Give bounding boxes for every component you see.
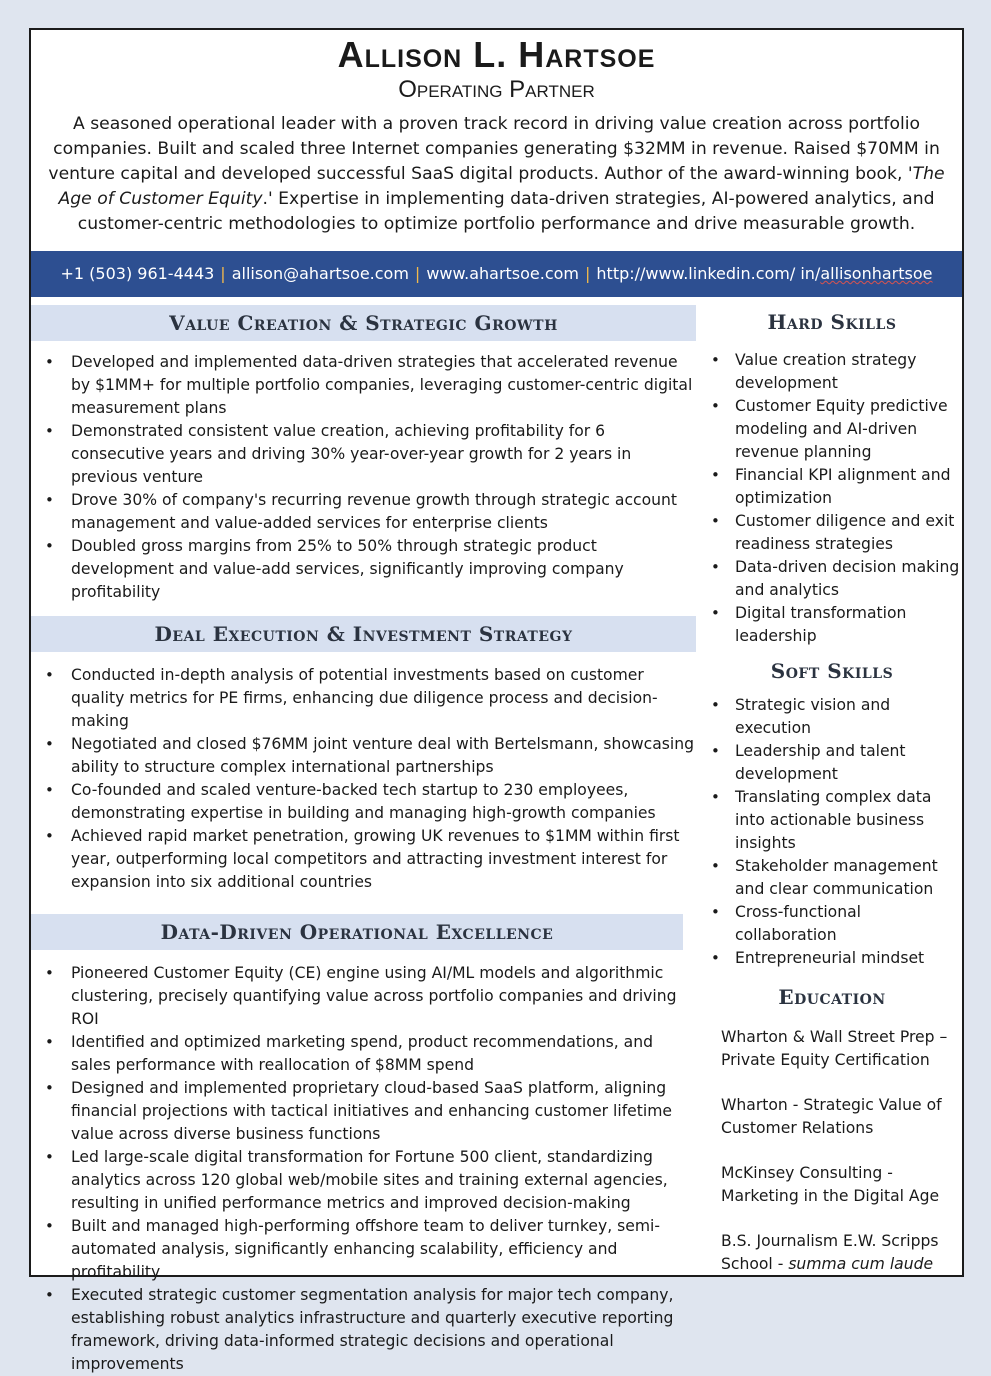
- list-item: • Conducted in-depth analysis of potential investments based on customer quality metrics for PE firms, enhancing due diligence process and decision-making: [31, 664, 696, 733]
- list-item: • Pioneered Customer Equity (CE) engine using AI/ML models and algorithmic clustering, precisely quantifying value across portfolio companies and driving ROI: [31, 962, 696, 1031]
- soft-skills-list: [701, 694, 963, 970]
- education-item: Wharton & Wall Street Prep – Private Equity Certification: [721, 1028, 948, 1069]
- list-item: • Developed and implemented data-driven strategies that accelerated revenue by $1MM+ for multiple portfolio companies, leveraging customer-centric digital measurement plans: [31, 351, 696, 420]
- list-item: • Drove 30% of company's recurring revenue growth through strategic account management and value-added services for enterprise clients: [31, 489, 696, 535]
- resume-page: [29, 28, 964, 1373]
- phone-number: +1 (503) 961-4443: [60, 264, 215, 283]
- honor-text: summa cum laude: [788, 1255, 934, 1273]
- soft-skills-heading: Soft Skills: [770, 659, 894, 683]
- education-item: McKinsey Consulting - Marketing in the Digital Age: [721, 1164, 940, 1205]
- education-list: [701, 1026, 963, 1276]
- list-item: • Customer Equity predictive modeling and AI-driven revenue planning: [701, 395, 963, 464]
- operational-excellence-list: [31, 962, 696, 1376]
- education-item: B.S. Journalism E.W. Scripps School - summa cum laude: [721, 1232, 939, 1273]
- value-creation-list: [31, 351, 696, 604]
- list-item: • Co-founded and scaled venture-backed tech startup to 230 employees, demonstrating expertise in building and managing high-growth companies: [31, 779, 696, 825]
- list-item: • Negotiated and closed $76MM joint venture deal with Bertelsmann, showcasing ability to structure complex international partnerships: [31, 733, 696, 779]
- list-item: • Built and managed high-performing offshore team to deliver turnkey, semi-automated analysis, significantly enhancing scalability, efficiency and profitability: [31, 1215, 696, 1284]
- hard-skills-heading: Hard Skills: [767, 310, 897, 334]
- list-item: • Entrepreneurial mindset: [701, 947, 963, 970]
- section-heading-value-creation: Value Creation & Strategic Growth: [31, 305, 696, 341]
- candidate-title: Operating Partner: [398, 76, 595, 103]
- website-link[interactable]: www.ahartsoe.com: [426, 264, 580, 283]
- education-heading: Education: [778, 985, 886, 1009]
- professional-summary: A seasoned operational leader with a proven track record in driving value creation across portfolio companies. Built and scaled three Internet companies generating $32MM in revenue. Raised $70MM in venture capital and developed successful SaaS digital products. Author of the award-winning book, 'The Age of Customer Equity.' Expertise in implementing data-driven strategies, AI-powered analytics, and customer-centric methodologies to optimize portfolio performance and drive measurable growth.: [48, 114, 945, 234]
- contact-bar: [31, 251, 962, 297]
- section-heading-deal-execution: Deal Execution & Investment Strategy: [31, 616, 696, 652]
- skills-column: [701, 305, 963, 1298]
- list-item: • Led large-scale digital transformation for Fortune 500 client, standardizing analytics across 120 global web/mobile sites and training external agencies, resulting in unified performance metrics and improved decision-making: [31, 1146, 696, 1215]
- section-heading-operational-excellence: Data-Driven Operational Excellence: [31, 914, 683, 950]
- list-item: • Financial KPI alignment and optimization: [701, 464, 963, 510]
- list-item: • Cross-functional collaboration: [701, 901, 963, 947]
- list-item: • Executed strategic customer segmentation analysis for major tech company, establishing robust analytics infrastructure and quarterly executive reporting framework, driving data-informed strategic decisions and operational improvements: [31, 1284, 696, 1376]
- hard-skills-list: [701, 349, 963, 648]
- list-item: • Achieved rapid market penetration, growing UK revenues to $1MM within first year, outperforming local competitors and attracting investment interest for expansion into six additional countries: [31, 825, 696, 894]
- list-item: • Translating complex data into actionable business insights: [701, 786, 963, 855]
- list-item: • Value creation strategy development: [701, 349, 963, 395]
- candidate-name: Allison L. Hartsoe: [337, 34, 656, 75]
- contact-separator: |: [220, 264, 226, 283]
- list-item: • Digital transformation leadership: [701, 602, 963, 648]
- experience-column: [31, 305, 696, 1376]
- list-item: • Strategic vision and execution: [701, 694, 963, 740]
- book-title: The Age of Customer Equity: [58, 164, 945, 209]
- contact-separator: |: [414, 264, 421, 283]
- list-item: • Leadership and talent development: [701, 740, 963, 786]
- list-item: • Doubled gross margins from 25% to 50% through strategic product development and value-add services, significantly improving company profitability: [31, 535, 696, 604]
- linkedin-link[interactable]: http://www.linkedin.com/ in/allisonhartsoe: [596, 264, 933, 283]
- list-item: • Customer diligence and exit readiness strategies: [701, 510, 963, 556]
- list-item: • Demonstrated consistent value creation, achieving profitability for 6 consecutive years and driving 30% year-over-year growth for 2 years in previous venture: [31, 420, 696, 489]
- list-item: • Stakeholder management and clear communication: [701, 855, 963, 901]
- list-item: • Data-driven decision making and analytics: [701, 556, 963, 602]
- list-item: • Designed and implemented proprietary cloud-based SaaS platform, aligning financial projections with tactical initiatives and enhancing customer lifetime value across diverse business functions: [31, 1077, 696, 1146]
- education-item: Wharton - Strategic Value of Customer Relations: [721, 1096, 942, 1137]
- contact-separator: |: [585, 264, 591, 283]
- deal-execution-list: [31, 664, 696, 894]
- email-link[interactable]: allison@ahartsoe.com: [231, 264, 409, 283]
- list-item: • Identified and optimized marketing spend, product recommendations, and sales performance with reallocation of $8MM spend: [31, 1031, 696, 1077]
